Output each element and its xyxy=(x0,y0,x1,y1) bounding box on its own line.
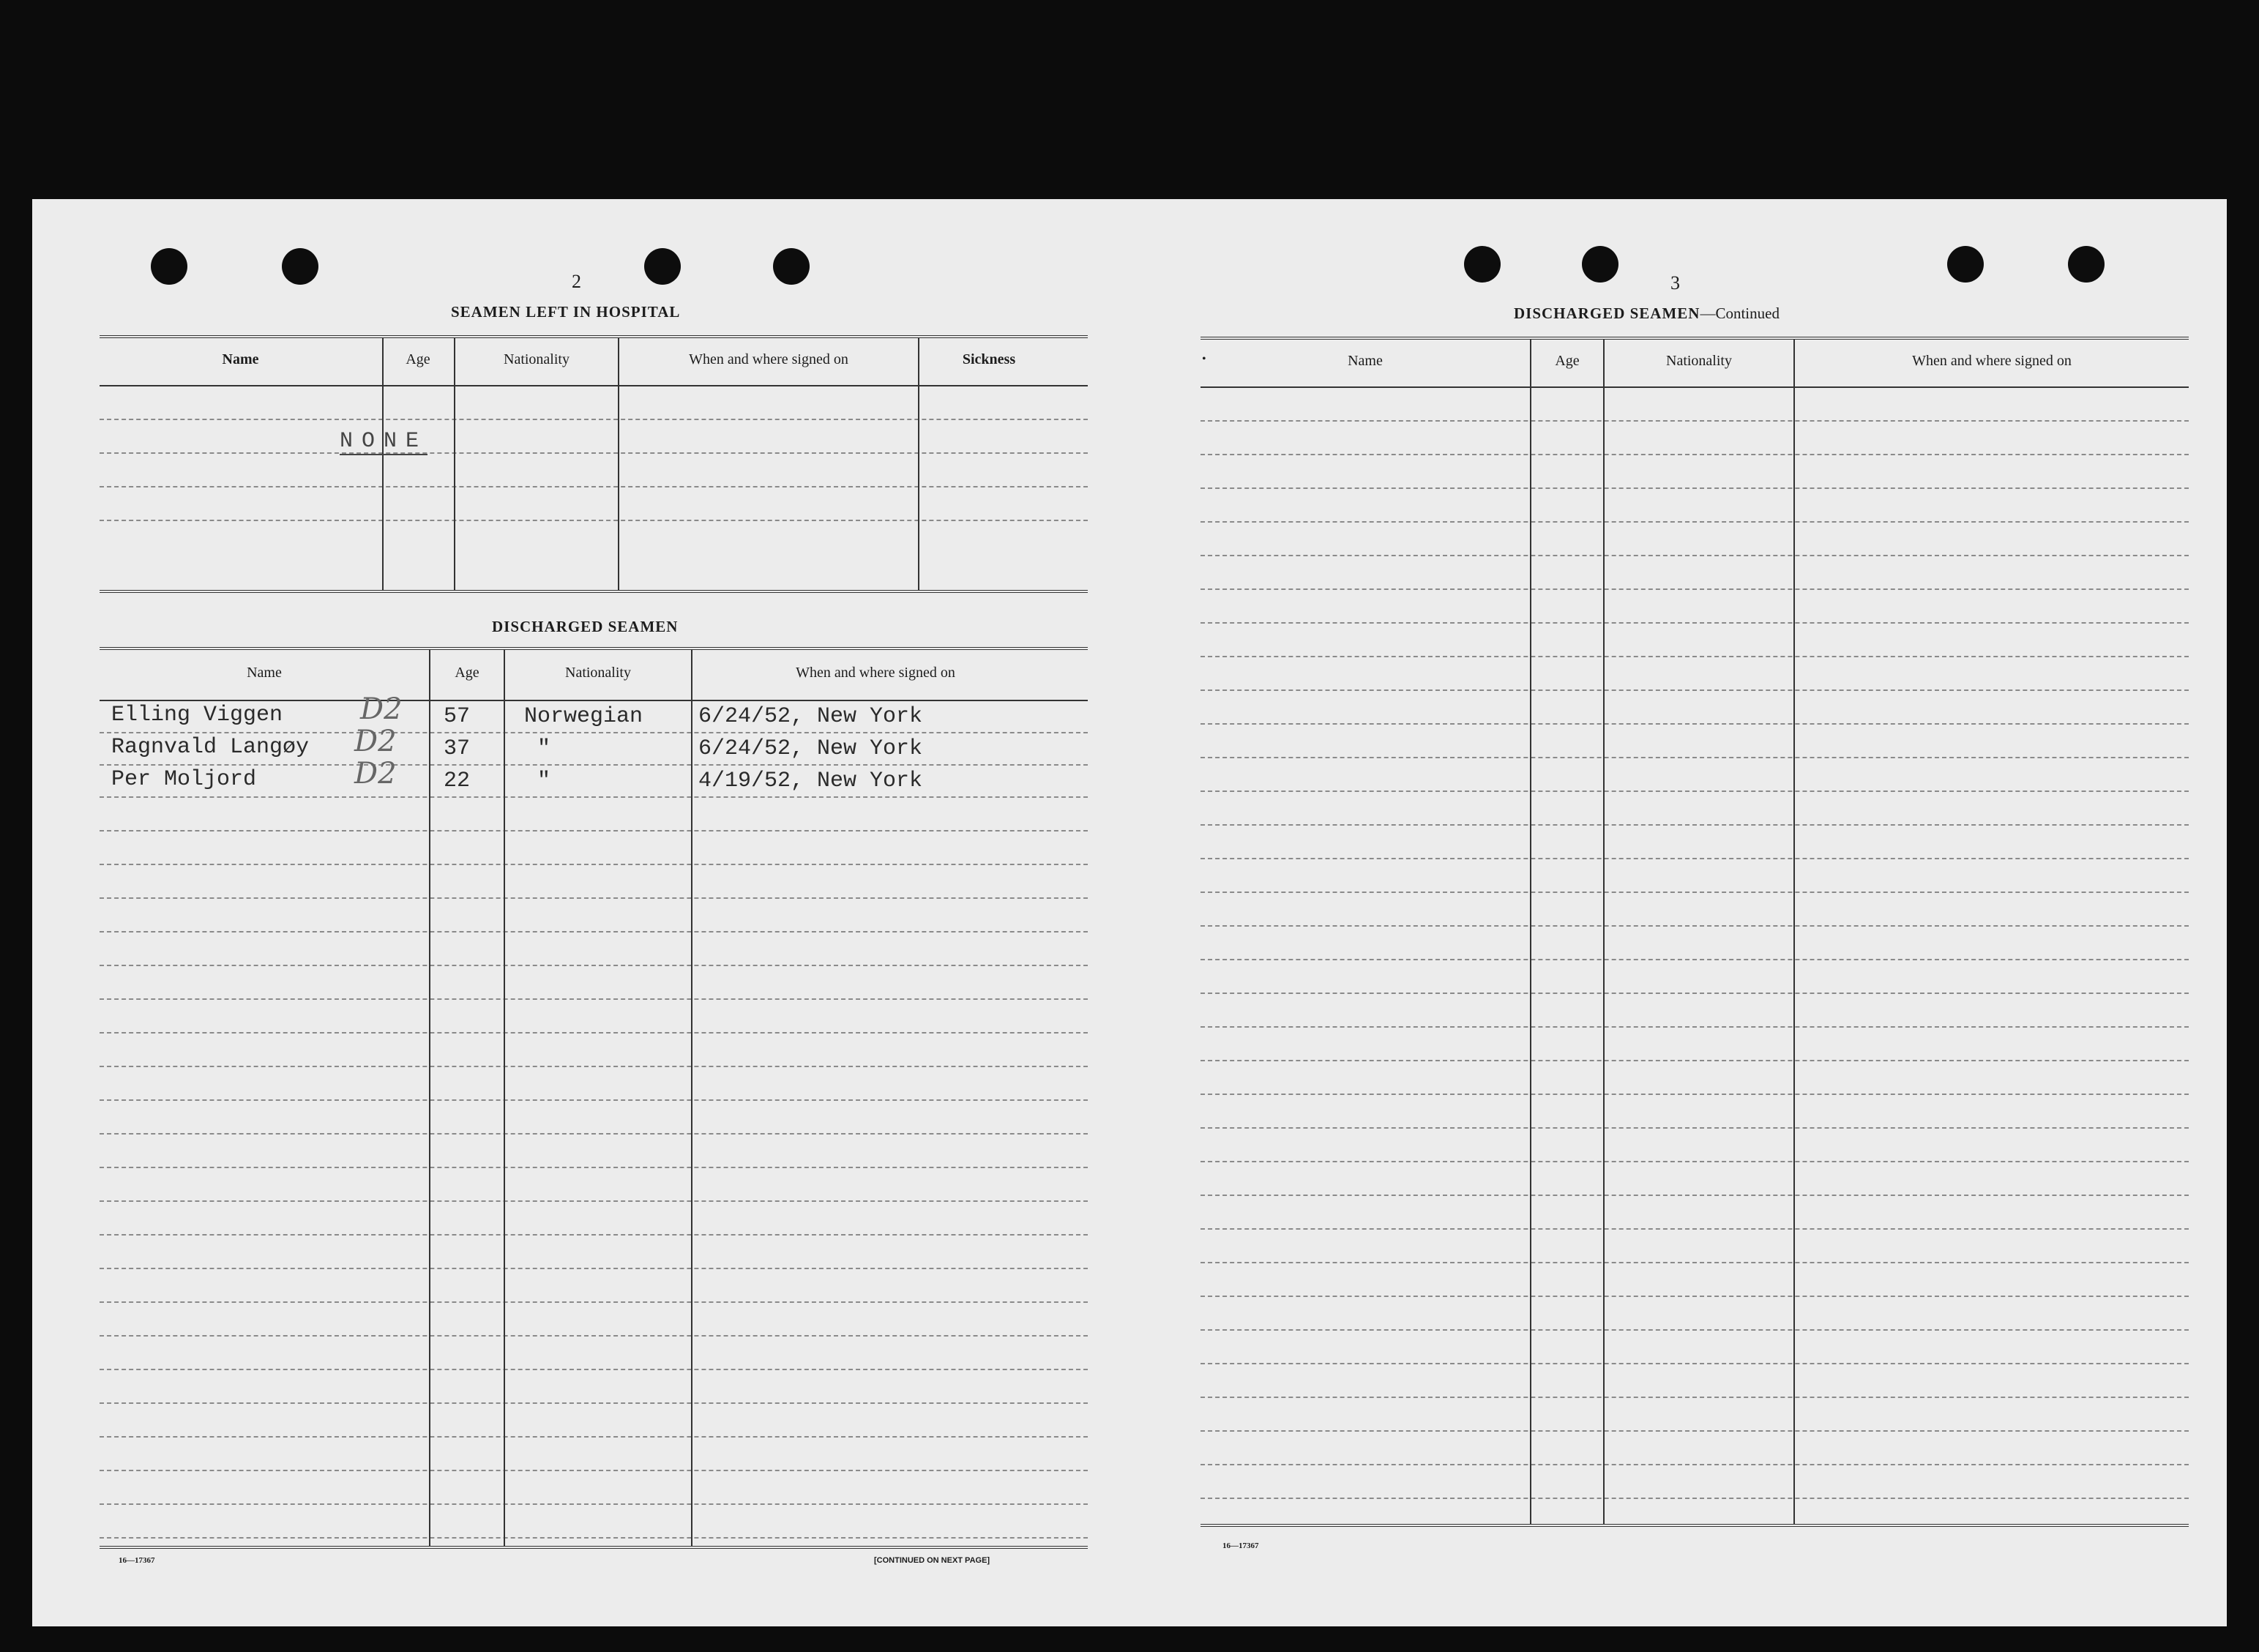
row-rule xyxy=(100,796,1088,798)
seaman-age: 37 xyxy=(444,736,471,761)
seaman-age: 22 xyxy=(444,769,471,793)
seaman-name: Per Moljord xyxy=(111,767,257,792)
none-text: NONE xyxy=(340,429,428,454)
seaman-nationality: Norwegian xyxy=(524,704,643,729)
row-rule xyxy=(1201,1296,2189,1297)
row-rule xyxy=(100,1369,1088,1370)
row-rule xyxy=(100,1234,1088,1236)
table-rule xyxy=(100,590,1088,593)
discharged-section-title: DISCHARGED SEAMEN xyxy=(492,618,679,635)
row-rule xyxy=(1201,487,2189,489)
punch-hole xyxy=(2068,246,2105,283)
row-rule xyxy=(1201,858,2189,859)
column-rule xyxy=(429,650,430,1546)
table-rule xyxy=(100,1546,1088,1549)
row-rule xyxy=(1201,824,2189,826)
document-sheet xyxy=(32,199,2227,1626)
row-rule xyxy=(100,897,1088,899)
punch-hole xyxy=(773,248,810,285)
seaman-age: 57 xyxy=(444,704,471,729)
row-rule xyxy=(1201,1026,2189,1028)
row-rule xyxy=(100,830,1088,831)
column-rule xyxy=(918,338,919,590)
column-rule xyxy=(1530,340,1531,1524)
row-rule xyxy=(100,1436,1088,1438)
col-header-nationality: Nationality xyxy=(565,665,631,681)
row-rule xyxy=(1201,1363,2189,1364)
column-rule xyxy=(1603,340,1605,1524)
row-rule xyxy=(1201,791,2189,792)
column-rule xyxy=(504,650,505,1546)
punch-hole xyxy=(1947,246,1984,283)
row-rule xyxy=(1201,1060,2189,1061)
discharge-mark: D2 xyxy=(354,757,397,791)
row-rule xyxy=(100,1066,1088,1067)
seaman-signed-on: 6/24/52, New York xyxy=(698,704,923,729)
col-header-age: Age xyxy=(1555,353,1580,369)
column-rule xyxy=(454,338,455,590)
row-rule xyxy=(1201,1262,2189,1263)
table-rule xyxy=(100,335,1088,338)
row-rule xyxy=(100,520,1088,521)
table-rule xyxy=(1201,337,2189,340)
page-number-left: 2 xyxy=(572,271,581,292)
row-rule xyxy=(1201,892,2189,893)
hospital-section-title: SEAMEN LEFT IN HOSPITAL xyxy=(451,303,681,321)
row-rule xyxy=(1201,723,2189,725)
header-rule xyxy=(1201,386,2189,388)
col-header-name: Name xyxy=(222,351,259,367)
col-header-age: Age xyxy=(455,665,479,681)
col-header-nationality: Nationality xyxy=(504,351,570,367)
row-rule xyxy=(1201,1228,2189,1230)
row-rule xyxy=(1201,757,2189,758)
punch-hole xyxy=(151,248,187,285)
row-rule xyxy=(100,1032,1088,1034)
row-rule xyxy=(100,764,1088,766)
row-rule xyxy=(1201,925,2189,927)
continued-footnote: [CONTINUED ON NEXT PAGE] xyxy=(874,1556,990,1565)
column-rule xyxy=(382,338,384,590)
discharge-mark: D2 xyxy=(354,725,397,758)
header-rule xyxy=(100,385,1088,386)
punch-hole xyxy=(644,248,681,285)
row-rule xyxy=(100,732,1088,733)
row-rule xyxy=(100,965,1088,966)
column-rule xyxy=(1793,340,1795,1524)
form-number-left: 16—17367 xyxy=(119,1556,155,1565)
row-rule xyxy=(100,1099,1088,1101)
seaman-signed-on: 4/19/52, New York xyxy=(698,769,923,793)
col-header-name: Name xyxy=(247,665,282,681)
punch-hole xyxy=(282,248,318,285)
right-section-title xyxy=(1514,304,1780,323)
table-rule xyxy=(100,647,1088,650)
row-rule xyxy=(1201,1464,2189,1465)
seaman-nationality: " xyxy=(537,736,551,761)
bullet-mark: • xyxy=(1202,353,1206,365)
col-header-signed-on: When and where signed on xyxy=(796,665,955,681)
seaman-name: Elling Viggen xyxy=(111,703,283,728)
row-rule xyxy=(1201,1195,2189,1196)
row-rule xyxy=(1201,588,2189,590)
row-rule xyxy=(1201,1094,2189,1095)
col-header-signed-on: When and where signed on xyxy=(689,351,848,367)
row-rule xyxy=(1201,454,2189,455)
row-rule xyxy=(1201,1397,2189,1398)
row-rule xyxy=(100,419,1088,420)
row-rule xyxy=(1201,959,2189,960)
row-rule xyxy=(100,452,1088,454)
header-rule xyxy=(100,700,1088,701)
row-rule xyxy=(1201,656,2189,657)
row-rule xyxy=(1201,521,2189,523)
row-rule xyxy=(100,1301,1088,1303)
row-rule xyxy=(100,1503,1088,1505)
row-rule xyxy=(100,1335,1088,1337)
row-rule xyxy=(100,486,1088,487)
row-rule xyxy=(100,1200,1088,1202)
row-rule xyxy=(1201,689,2189,691)
row-rule xyxy=(100,1470,1088,1471)
column-rule xyxy=(691,650,692,1546)
row-rule xyxy=(1201,1430,2189,1432)
row-rule xyxy=(100,864,1088,865)
col-header-signed-on: When and where signed on xyxy=(1912,353,2072,369)
punch-hole xyxy=(1582,246,1618,283)
col-header-name: Name xyxy=(1348,353,1383,369)
col-header-nationality: Nationality xyxy=(1666,353,1732,369)
form-number-right: 16—17367 xyxy=(1222,1541,1259,1550)
row-rule xyxy=(1201,1127,2189,1129)
row-rule xyxy=(100,1167,1088,1168)
none-entry xyxy=(340,429,427,454)
row-rule xyxy=(1201,555,2189,556)
row-rule xyxy=(1201,622,2189,624)
discharge-mark: D2 xyxy=(360,692,403,726)
row-rule xyxy=(100,1537,1088,1539)
seaman-signed-on: 6/24/52, New York xyxy=(698,736,923,761)
row-rule xyxy=(1201,1161,2189,1162)
row-rule xyxy=(100,1402,1088,1404)
right-title-suffix: —Continued xyxy=(1700,304,1780,322)
row-rule xyxy=(1201,420,2189,422)
row-rule xyxy=(100,998,1088,1000)
col-header-age: Age xyxy=(406,351,430,367)
row-rule xyxy=(100,1268,1088,1269)
row-rule xyxy=(100,931,1088,932)
seaman-name: Ragnvald Langøy xyxy=(111,735,310,760)
table-rule xyxy=(1201,1524,2189,1527)
row-rule xyxy=(100,1133,1088,1135)
punch-hole xyxy=(1464,246,1501,283)
right-title-main: DISCHARGED SEAMEN xyxy=(1514,304,1700,322)
row-rule xyxy=(1201,1329,2189,1331)
row-rule xyxy=(1201,993,2189,994)
page-number-right: 3 xyxy=(1670,272,1680,294)
column-rule xyxy=(618,338,619,590)
row-rule xyxy=(1201,1498,2189,1499)
col-header-sickness: Sickness xyxy=(962,351,1016,367)
seaman-nationality: " xyxy=(537,769,551,793)
